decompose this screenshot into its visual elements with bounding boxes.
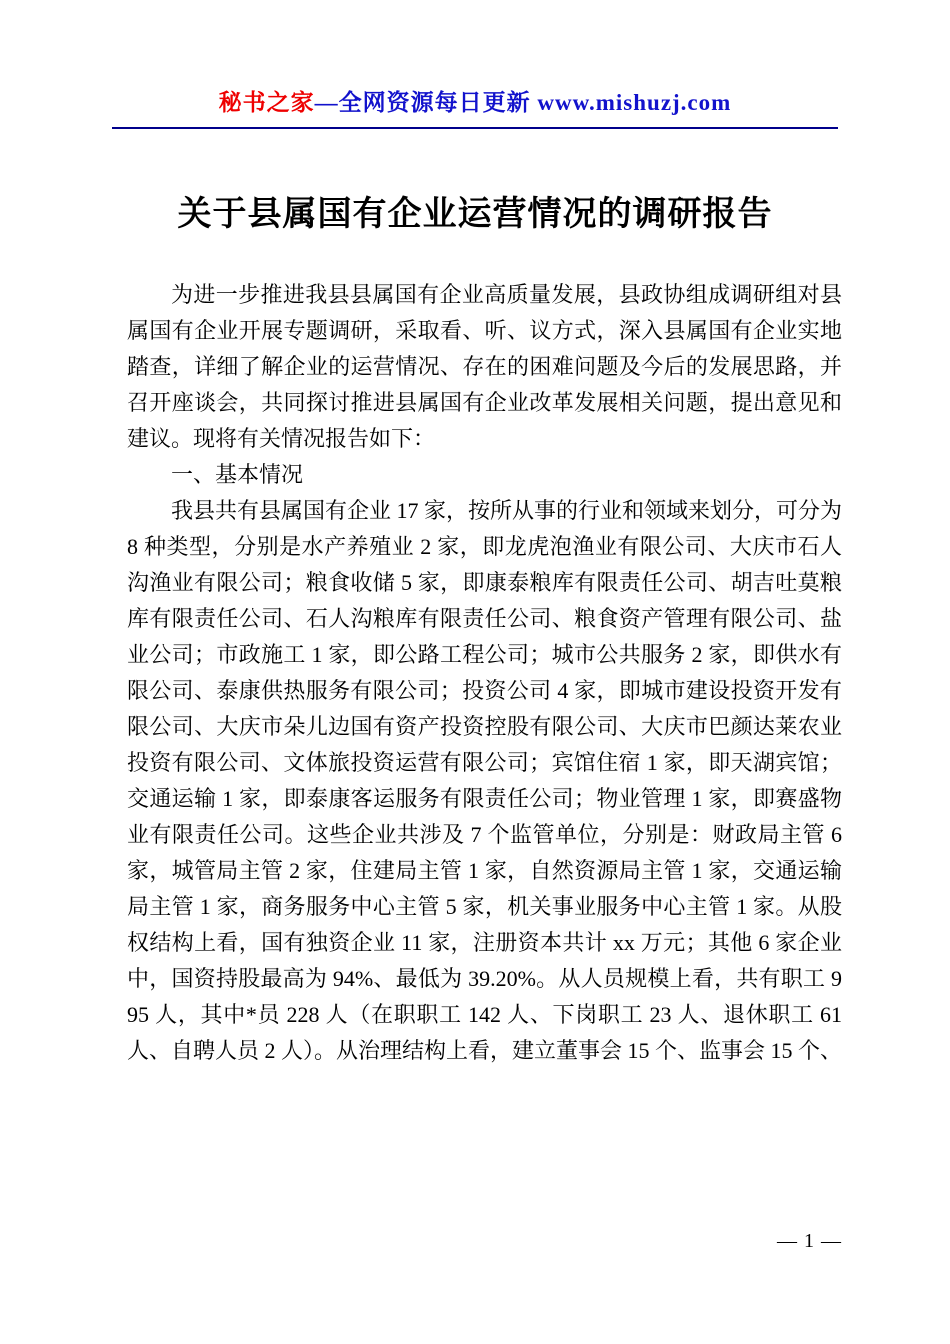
site-header: [0, 84, 950, 117]
document-title: 关于县属国有企业运营情况的调研报告: [177, 195, 773, 233]
document-body: [127, 277, 842, 1069]
brand-name: 秘书之家: [218, 90, 315, 115]
page-footer: [127, 1230, 842, 1253]
section-body-basic-info: 我县共有县属国有企业 17 家，按所从事的行业和领域来划分，可分为 8 种类型，分别是水产养殖业 2 家，即龙虎泡渔业有限公司、大庆市石人沟渔业有限公司；粮食收储 5 家，即康泰粮库有限责任公司、胡吉吐莫粮库有限责任公司、石人沟粮库有限责任公司、粮食资产管理有限公司、盐业公司；市政施工 1 家，即公路工程公司；城市公共服务 2 家，即供水有限公司、泰康供热服务有限公司；投资公司 4 家，即城市建设投资开发有限公司、大庆市朵儿边国有资产投资控股有限公司、大庆市巴颜达莱农业投资有限公司、文体旅投资运营有限公司；宾馆住宿 1 家，即天湖宾馆；交通运输 1 家，即泰康客运服务有限责任公司；物业管理 1 家，即赛盛物业有限责任公司。这些企业共涉及 7 个监管单位，分别是：财政局主管 6 家，城管局主管 2 家，住建局主管 1 家，自然资源局主管 1 家，交通运输局主管 1 家，商务服务中心主管 5 家，机关事业服务中心主管 1 家。从股权结构上看，国有独资企业 11 家，注册资本共计 xx 万元；其他 6 家企业中，国资持股最高为 94%、最低为 39.20%。从人员规模上看，共有职工 995 人，其中*员 228 人（在职职工 142 人、下岗职工 23 人、退休职工 61 人、自聘人员 2 人）。从治理结构上看，建立董事会 15 个、监事会 15 个、: [127, 498, 843, 1063]
header-divider: [112, 127, 838, 129]
page-number: — 1 —: [777, 1230, 842, 1252]
intro-paragraph: 为进一步推进我县县属国有企业高质量发展，县政协组成调研组对县属国有企业开展专题调研，采取看、听、议方式，深入县属国有企业实地踏查，详细了解企业的运营情况、存在的困难问题及今后的发展思路，并召开座谈会，共同探讨推进县属国有企业改革发展相关问题，提出意见和建议。现将有关情况报告如下：: [127, 282, 842, 451]
site-url: www.mishuzj.com: [537, 90, 732, 115]
section-heading-basic-info: 一、基本情况: [171, 462, 304, 487]
header-tagline: —全网资源每日更新: [314, 90, 538, 115]
